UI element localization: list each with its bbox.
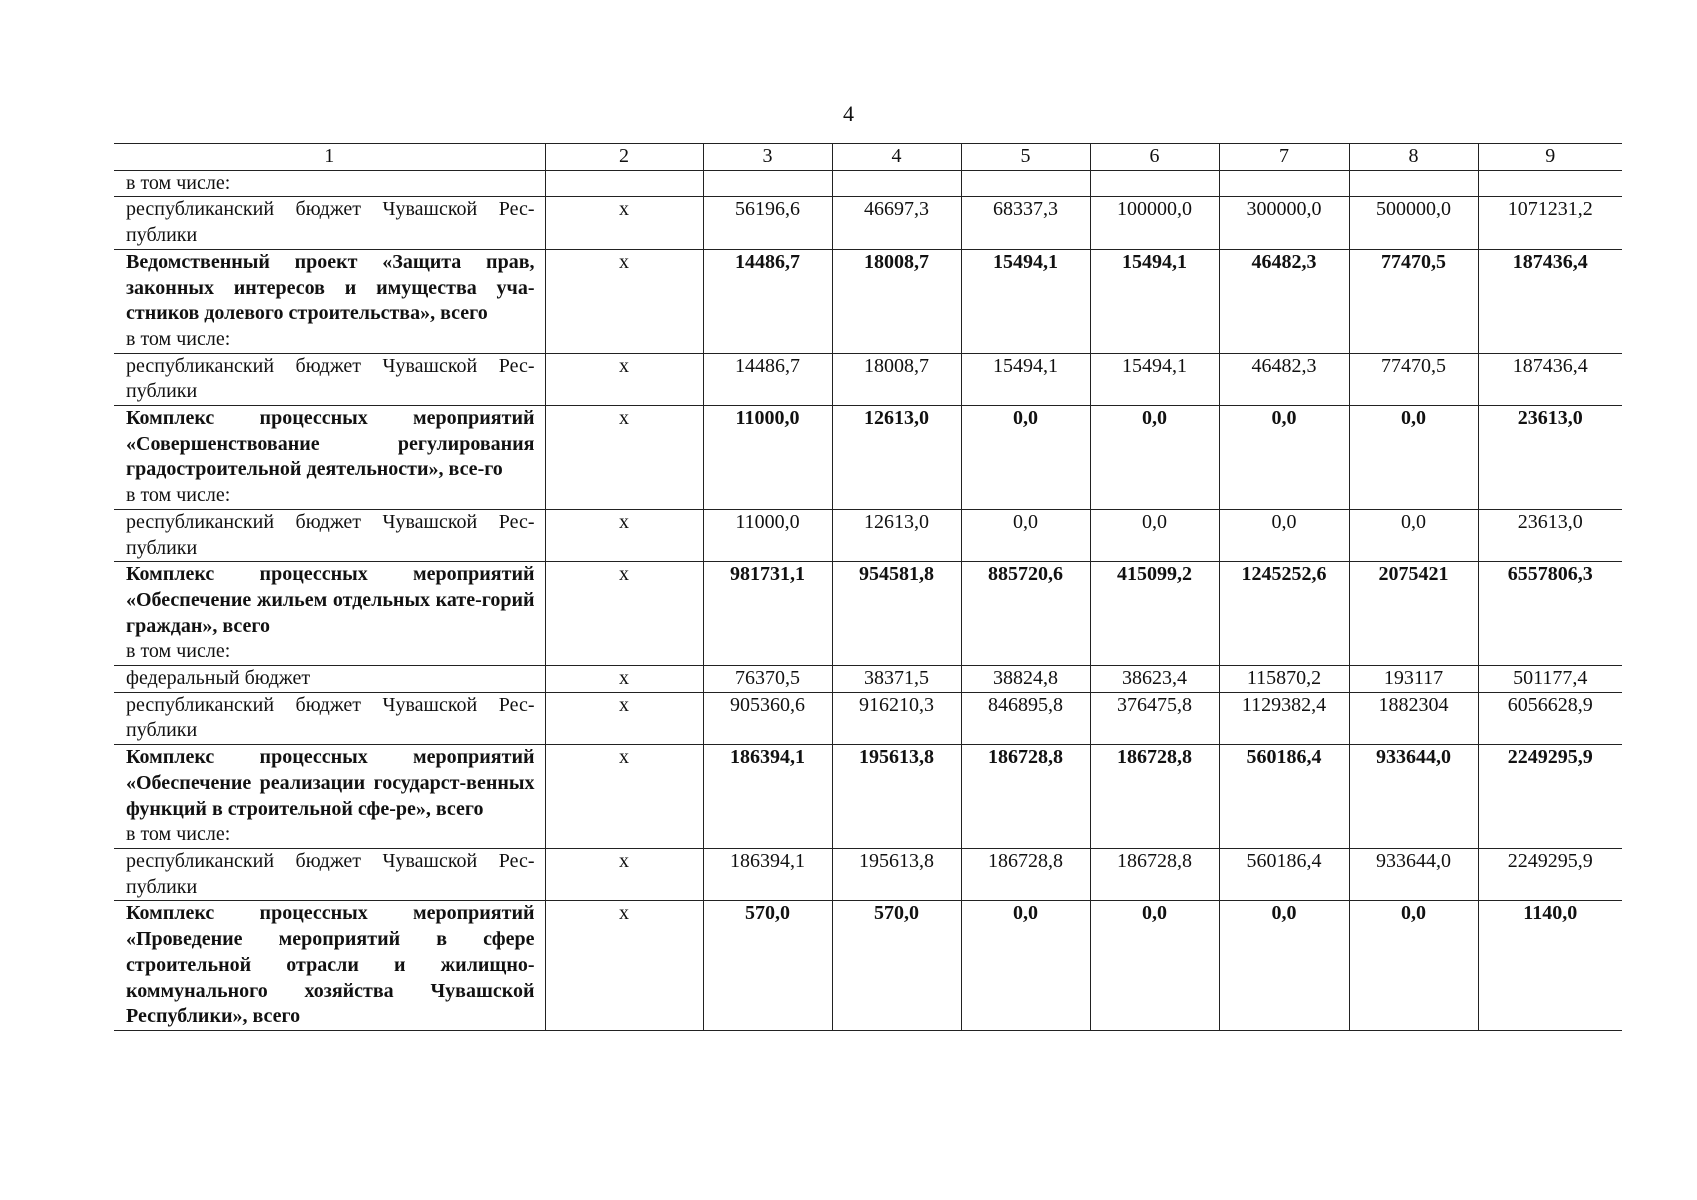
row-sublabel: в том числе:: [126, 484, 231, 507]
value-cell: 18008,7: [832, 353, 961, 405]
value-cell: 46482,3: [1219, 353, 1349, 405]
value-cell: 905360,6: [703, 692, 832, 744]
value-cell: 2075421: [1349, 562, 1478, 666]
value-cell: 500000,0: [1349, 197, 1478, 249]
value-cell: 570,0: [703, 901, 832, 1031]
row-unit-cell: х: [545, 745, 703, 849]
value-cell: 376475,8: [1090, 692, 1219, 744]
value-cell: 186728,8: [961, 745, 1090, 849]
value-cell: 46482,3: [1219, 249, 1349, 353]
value-cell: 0,0: [1349, 901, 1478, 1031]
row-label: республиканский бюджет Чувашской Рес-публики: [126, 510, 535, 559]
table-row: [114, 692, 1622, 744]
value-cell: 15494,1: [961, 353, 1090, 405]
table-row: [114, 197, 1622, 249]
value-cell: 15494,1: [1090, 353, 1219, 405]
value-cell: 6056628,9: [1478, 692, 1622, 744]
table-row: [114, 745, 1622, 849]
value-cell: 38623,4: [1090, 666, 1219, 693]
header-cell: 7: [1219, 144, 1349, 171]
value-cell: 1140,0: [1478, 901, 1622, 1031]
row-unit-cell: х: [545, 509, 703, 561]
value-cell: 846895,8: [961, 692, 1090, 744]
value-cell: 0,0: [1349, 509, 1478, 561]
value-cell: [1349, 170, 1478, 197]
row-unit-cell: х: [545, 197, 703, 249]
row-label: республиканский бюджет Чувашской Рес-публики: [126, 198, 535, 247]
row-label: Ведомственный проект «Защита прав, законных интересов и имущества уча-стников долевого строительства», всего: [126, 250, 535, 325]
row-sublabel: в том числе:: [126, 823, 231, 846]
value-cell: 0,0: [1349, 406, 1478, 510]
value-cell: 193117: [1349, 666, 1478, 693]
value-cell: 0,0: [1219, 901, 1349, 1031]
row-label: республиканский бюджет Чувашской Рес-публики: [126, 849, 535, 898]
header-cell: 3: [703, 144, 832, 171]
value-cell: 187436,4: [1478, 249, 1622, 353]
value-cell: 186394,1: [703, 745, 832, 849]
value-cell: 77470,5: [1349, 353, 1478, 405]
row-unit-cell: х: [545, 406, 703, 510]
value-cell: 885720,6: [961, 562, 1090, 666]
table-row: [114, 170, 1622, 197]
value-cell: 2249295,9: [1478, 745, 1622, 849]
value-cell: 560186,4: [1219, 848, 1349, 900]
value-cell: 6557806,3: [1478, 562, 1622, 666]
value-cell: [961, 170, 1090, 197]
value-cell: 68337,3: [961, 197, 1090, 249]
header-cell: 9: [1478, 144, 1622, 171]
value-cell: 560186,4: [1219, 745, 1349, 849]
value-cell: 11000,0: [703, 406, 832, 510]
row-label: республиканский бюджет Чувашской Рес-публики: [126, 354, 535, 403]
value-cell: 0,0: [961, 509, 1090, 561]
row-label-cell: [114, 901, 545, 1031]
header-row: [114, 144, 1622, 171]
value-cell: 0,0: [1090, 901, 1219, 1031]
value-cell: 300000,0: [1219, 197, 1349, 249]
value-cell: [1478, 170, 1622, 197]
value-cell: 38371,5: [832, 666, 961, 693]
value-cell: 12613,0: [832, 406, 961, 510]
header-cell: 8: [1349, 144, 1478, 171]
value-cell: 12613,0: [832, 509, 961, 561]
row-label: республиканский бюджет Чувашской Рес-публики: [126, 693, 535, 742]
value-cell: 14486,7: [703, 249, 832, 353]
row-label-cell: [114, 197, 545, 249]
row-label: федеральный бюджет: [126, 667, 311, 690]
value-cell: [1219, 170, 1349, 197]
row-unit-cell: [545, 170, 703, 197]
value-cell: 0,0: [1090, 509, 1219, 561]
table-row: [114, 406, 1622, 510]
value-cell: 23613,0: [1478, 509, 1622, 561]
value-cell: 77470,5: [1349, 249, 1478, 353]
value-cell: [1090, 170, 1219, 197]
header-cell: 1: [114, 144, 545, 171]
table-row: [114, 848, 1622, 900]
row-label: в том числе:: [126, 171, 231, 194]
row-label-cell: [114, 692, 545, 744]
value-cell: 56196,6: [703, 197, 832, 249]
value-cell: 0,0: [961, 901, 1090, 1031]
value-cell: 186728,8: [1090, 848, 1219, 900]
value-cell: 186728,8: [961, 848, 1090, 900]
row-label-cell: [114, 745, 545, 849]
value-cell: 981731,1: [703, 562, 832, 666]
value-cell: 1882304: [1349, 692, 1478, 744]
value-cell: 1245252,6: [1219, 562, 1349, 666]
value-cell: 954581,8: [832, 562, 961, 666]
table-row: [114, 666, 1622, 693]
value-cell: 0,0: [961, 406, 1090, 510]
row-unit-cell: х: [545, 901, 703, 1031]
row-label: Комплекс процессных мероприятий «Совершенствование регулирования градостроительной деятельности», все-го: [126, 407, 535, 481]
value-cell: 186728,8: [1090, 745, 1219, 849]
row-label: Комплекс процессных мероприятий «Обеспечение жильем отдельных кате-горий граждан», всего: [126, 563, 535, 637]
row-label-cell: [114, 353, 545, 405]
value-cell: 415099,2: [1090, 562, 1219, 666]
row-unit-cell: х: [545, 562, 703, 666]
value-cell: 916210,3: [832, 692, 961, 744]
row-label-cell: [114, 509, 545, 561]
value-cell: 15494,1: [1090, 249, 1219, 353]
table-row: [114, 249, 1622, 353]
value-cell: 0,0: [1219, 509, 1349, 561]
value-cell: 0,0: [1090, 406, 1219, 510]
table-row: [114, 353, 1622, 405]
page-number: 4: [843, 101, 854, 126]
value-cell: 2249295,9: [1478, 848, 1622, 900]
header-cell: 4: [832, 144, 961, 171]
value-cell: 14486,7: [703, 353, 832, 405]
table-row: [114, 562, 1622, 666]
budget-table: [114, 143, 1622, 1031]
value-cell: 76370,5: [703, 666, 832, 693]
value-cell: 115870,2: [1219, 666, 1349, 693]
row-label-cell: [114, 562, 545, 666]
row-unit-cell: х: [545, 353, 703, 405]
value-cell: 195613,8: [832, 848, 961, 900]
value-cell: 570,0: [832, 901, 961, 1031]
header-cell: 6: [1090, 144, 1219, 171]
table-row: [114, 901, 1622, 1031]
header-cell: 2: [545, 144, 703, 171]
value-cell: 933644,0: [1349, 745, 1478, 849]
value-cell: 933644,0: [1349, 848, 1478, 900]
value-cell: 18008,7: [832, 249, 961, 353]
row-sublabel: в том числе:: [126, 327, 231, 350]
row-label: Комплекс процессных мероприятий «Обеспечение реализации государст-венных функций в строительной сфе-ре», всего: [126, 746, 535, 820]
row-sublabel: в том числе:: [126, 640, 231, 663]
row-label-cell: [114, 666, 545, 693]
value-cell: 187436,4: [1478, 353, 1622, 405]
row-unit-cell: х: [545, 692, 703, 744]
value-cell: 15494,1: [961, 249, 1090, 353]
row-label-cell: [114, 170, 545, 197]
value-cell: 501177,4: [1478, 666, 1622, 693]
row-unit-cell: х: [545, 848, 703, 900]
row-label: Комплекс процессных мероприятий «Проведение мероприятий в сфере строительной отрасли и жилищно-коммунального хозяйства Чувашской Республики», всего: [126, 902, 535, 1028]
value-cell: 195613,8: [832, 745, 961, 849]
row-unit-cell: х: [545, 249, 703, 353]
value-cell: 1071231,2: [1478, 197, 1622, 249]
value-cell: 0,0: [1219, 406, 1349, 510]
table-row: [114, 509, 1622, 561]
row-label-cell: [114, 249, 545, 353]
header-cell: 5: [961, 144, 1090, 171]
value-cell: [832, 170, 961, 197]
value-cell: 46697,3: [832, 197, 961, 249]
row-label-cell: [114, 406, 545, 510]
row-unit-cell: х: [545, 666, 703, 693]
value-cell: 11000,0: [703, 509, 832, 561]
row-label-cell: [114, 848, 545, 900]
value-cell: 1129382,4: [1219, 692, 1349, 744]
value-cell: 23613,0: [1478, 406, 1622, 510]
value-cell: [703, 170, 832, 197]
value-cell: 100000,0: [1090, 197, 1219, 249]
value-cell: 38824,8: [961, 666, 1090, 693]
value-cell: 186394,1: [703, 848, 832, 900]
